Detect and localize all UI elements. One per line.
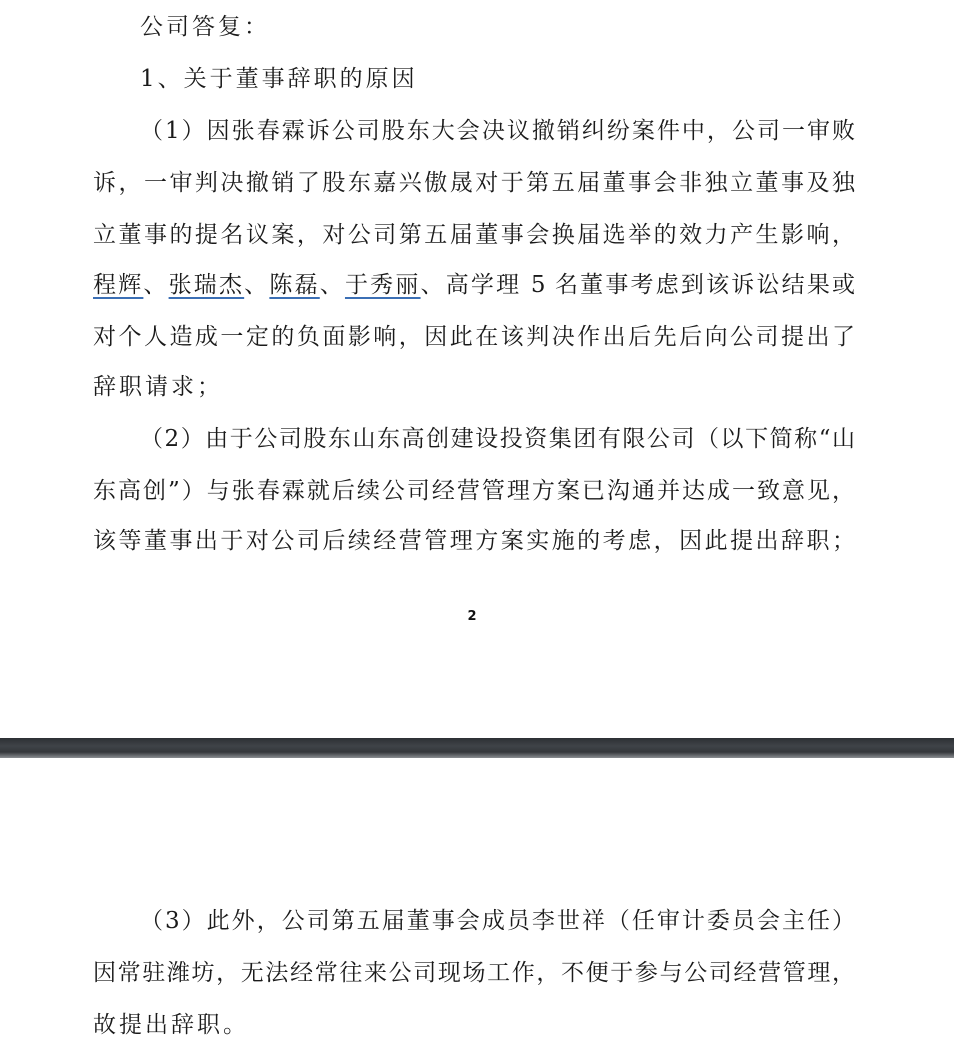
separator: 、	[319, 272, 345, 298]
separator: 、	[244, 272, 270, 298]
director-name-link[interactable]: 于秀丽	[344, 272, 421, 298]
para1-line1: （1）因张春霖诉公司股东大会决议撤销纠纷案件中，公司一审败	[140, 118, 855, 144]
para2-line2: 东高创”）与张春霖就后续公司经营管理方案已沟通并达成一致意见，	[93, 478, 855, 504]
reply-heading: 公司答复：	[140, 14, 270, 40]
page-break-divider	[0, 738, 954, 758]
para1-line5: 对个人造成一定的负面影响，因此在该判决作出后先后向公司提出了	[93, 324, 855, 350]
separator: 、	[143, 272, 169, 298]
para1-line3: 立董事的提名议案，对公司第五届董事会换届选举的效力产生影响，	[93, 222, 855, 248]
para3-line1: （3）此外，公司第五届董事会成员李世祥（任审计委员会主任）	[140, 908, 855, 934]
section-title: 1、关于董事辞职的原因	[140, 66, 418, 92]
para2-line3: 该等董事出于对公司后续经营管理方案实施的考虑，因此提出辞职；	[93, 528, 855, 554]
line-remainder: 、高学理 5 名董事考虑到该诉讼结果或	[420, 272, 856, 298]
director-name-link[interactable]: 张瑞杰	[168, 272, 245, 298]
para2-line1: （2）由于公司股东山东高创建设投资集团有限公司（以下简称“山	[140, 426, 855, 452]
para3-line2: 因常驻潍坊，无法经常往来公司现场工作，不便于参与公司经营管理，	[93, 960, 855, 986]
para3-line3: 故提出辞职。	[93, 1012, 249, 1038]
para1-line2: 诉，一审判决撤销了股东嘉兴傲晟对于第五届董事会非独立董事及独	[93, 170, 855, 196]
document-page-2	[0, 758, 954, 1050]
para1-line6: 辞职请求；	[93, 374, 223, 400]
director-name-link[interactable]: 陈磊	[269, 272, 320, 298]
page-number: 2	[467, 609, 477, 624]
para1-line4	[93, 270, 855, 300]
director-name-link[interactable]: 程辉	[93, 272, 144, 298]
